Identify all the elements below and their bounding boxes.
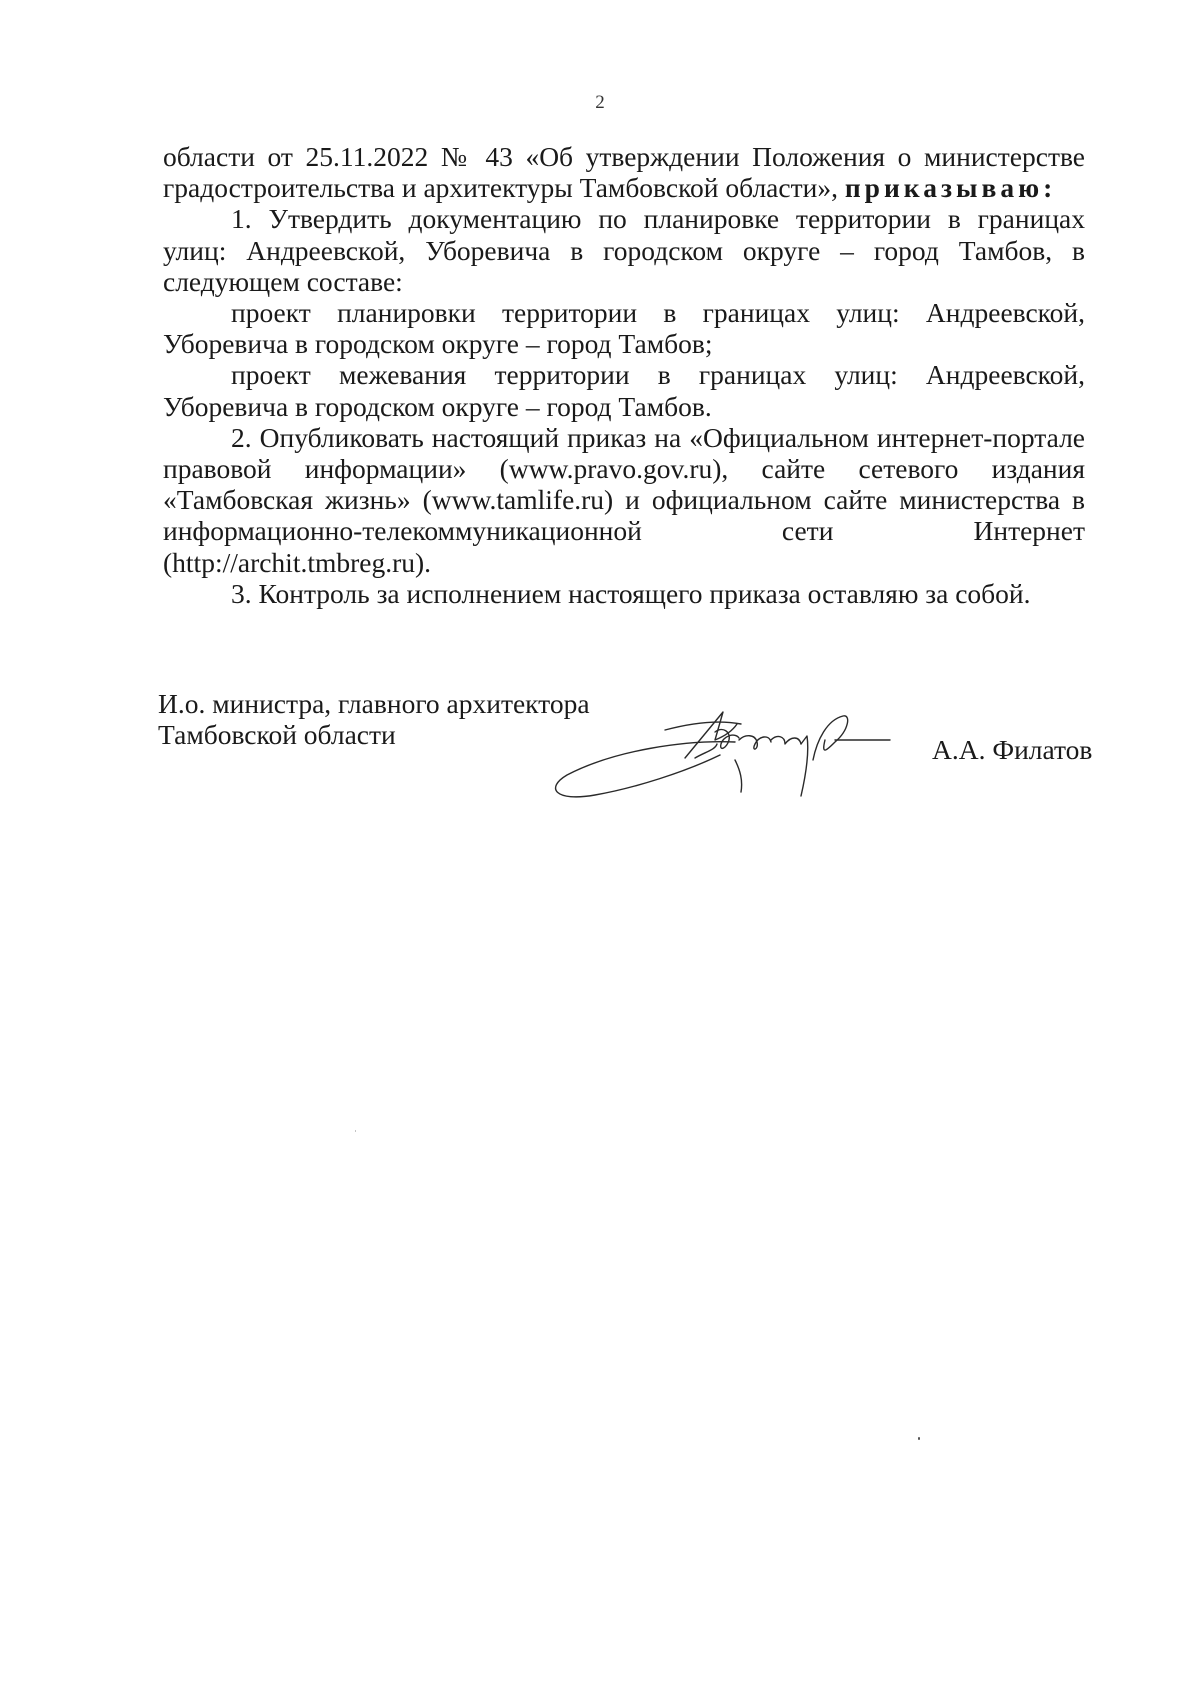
page-number: 2 <box>595 92 605 113</box>
intro-line-2 <box>163 172 1085 203</box>
document-body <box>163 141 1085 609</box>
signer-position-line-2: Тамбовской области <box>158 719 396 751</box>
scan-speck <box>355 1130 356 1132</box>
signer-position-line-1: И.о. министра, главного архитектора <box>158 688 590 719</box>
item-1-sub-1: проект планировки территории в границах улиц: Андреевской, Уборевича в городском округе – город Тамбов; <box>163 297 1085 360</box>
item-1: 1. Утвердить документацию по планировке территории в границах улиц: Андреевской, Уборевича в городском округе – город Тамбов, в следующем составе: <box>163 203 1085 297</box>
item-1-sub-2: проект межевания территории в границах улиц: Андреевской, Уборевича в городском округе – город Тамбов. <box>163 359 1085 422</box>
handwritten-signature <box>545 700 905 810</box>
intro-line-1: области от 25.11.2022 № 43 «Об утверждении Положения о министерстве <box>163 141 1085 172</box>
intro-line-2-text: градостроительства и архитектуры Тамбовской области», <box>163 172 838 204</box>
order-word: приказываю: <box>844 172 1057 204</box>
item-2: 2. Опубликовать настоящий приказ на «Официальном интернет-портале правовой информации» (www.pravo.gov.ru), сайте сетевого издания «Тамбовская жизнь» (www.tamlife.ru) и официальном сайте министерства в информационно-телекоммуникационной сети Интернет (http://archit.tmbreg.ru). <box>163 421 1085 578</box>
signer-name: А.А. Филатов <box>932 734 1093 765</box>
signer-position <box>158 688 590 750</box>
scan-speck <box>918 1437 920 1440</box>
item-3: 3. Контроль за исполнением настоящего приказа оставляю за собой. <box>231 577 1031 609</box>
